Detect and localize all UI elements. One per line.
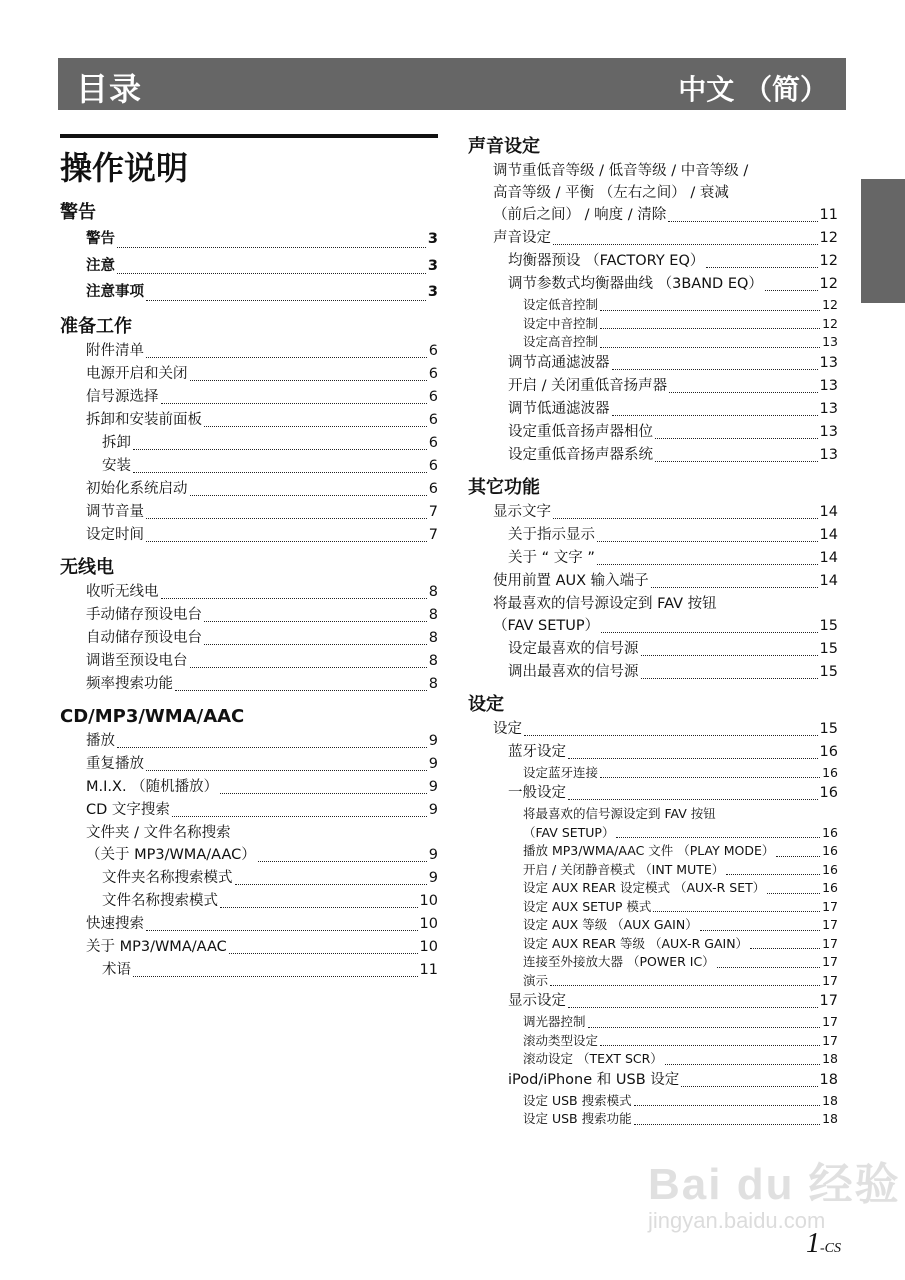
toc-entry-label: 调节参数式均衡器曲线 （3BAND EQ）	[508, 276, 763, 292]
toc-entry-label: 文件夹名称搜索模式	[102, 869, 233, 886]
dot-leader	[117, 245, 426, 248]
dot-leader	[568, 1005, 818, 1008]
toc-entry-page: 10	[419, 938, 438, 955]
toc-entry-line: 将最喜欢的信号源设定到 FAV 按钮	[523, 806, 716, 821]
toc-entry-label: 设定蓝牙连接	[523, 764, 599, 780]
toc-entry[interactable]	[60, 253, 438, 280]
toc-entry-label: 调谐至预设电台	[86, 652, 188, 669]
toc-entry-page: 12	[822, 315, 838, 331]
toc-entry[interactable]	[60, 604, 438, 627]
dot-leader	[175, 688, 427, 691]
toc-entry-page: 17	[822, 1014, 838, 1029]
toc-entry[interactable]	[60, 822, 438, 844]
toc-entry[interactable]	[468, 1050, 838, 1069]
toc-entry[interactable]	[468, 204, 838, 227]
toc-entry-page: 15	[819, 720, 838, 737]
baidu-watermark	[648, 1148, 901, 1234]
dot-leader	[706, 265, 817, 268]
toc-entry[interactable]	[468, 421, 838, 444]
dot-leader	[553, 516, 818, 519]
toc-entry-page: 9	[428, 869, 438, 886]
toc-entry[interactable]	[60, 524, 438, 547]
toc-entry-label: 调节音量	[86, 503, 144, 520]
right-column	[468, 134, 838, 1129]
dot-leader	[651, 585, 818, 588]
toc-entry-page: 16	[822, 824, 838, 840]
toc-entry-page: 15	[819, 640, 838, 657]
toc-entry-page: 18	[819, 1071, 838, 1088]
toc-entry[interactable]	[468, 879, 838, 898]
toc-entry-label: 初始化系统启动	[86, 480, 188, 497]
toc-entry-label: 重复播放	[86, 755, 144, 772]
toc-entry[interactable]	[468, 250, 838, 273]
toc-entry[interactable]	[60, 799, 438, 822]
toc-entry-label: 关于指示显示	[508, 526, 595, 543]
dot-leader	[204, 642, 427, 645]
toc-entry-label: （FAV SETUP）	[523, 824, 615, 840]
toc-entry-label: 安装	[102, 457, 131, 474]
dot-leader	[669, 390, 817, 393]
dot-leader	[700, 928, 820, 931]
toc-entry[interactable]	[468, 638, 838, 661]
dot-leader	[612, 413, 818, 416]
toc-entry-label: 注意	[86, 257, 115, 274]
dot-leader	[117, 271, 426, 274]
toc-entry-label: 均衡器预设 （FACTORY EQ）	[508, 253, 705, 269]
section-heading: 其它功能	[468, 476, 540, 498]
dot-leader	[133, 447, 427, 450]
toc-entry[interactable]	[468, 398, 838, 421]
toc-entry[interactable]	[468, 333, 838, 352]
toc-entry[interactable]	[60, 279, 438, 306]
toc-entry-label: （关于 MP3/WMA/AAC）	[86, 846, 256, 863]
toc-entry[interactable]	[468, 352, 838, 375]
dot-leader	[597, 562, 818, 565]
dot-leader	[550, 983, 820, 986]
toc-entry-page: 14	[819, 549, 838, 566]
dot-leader	[655, 459, 818, 462]
toc-entry[interactable]	[468, 570, 838, 593]
dot-leader	[612, 367, 818, 370]
toc-entry-page: 8	[428, 606, 438, 623]
section-heading: 设定	[468, 693, 504, 715]
dot-leader	[133, 470, 427, 473]
toc-entry[interactable]	[60, 627, 438, 650]
section-heading: CD/MP3/WMA/AAC	[60, 705, 245, 727]
toc-entry-page: 9	[428, 755, 438, 772]
toc-entry-label: 蓝牙设定	[508, 743, 566, 760]
toc-entry[interactable]	[468, 972, 838, 991]
toc-entry-label: 电源开启和关闭	[86, 365, 188, 382]
dot-leader	[190, 665, 427, 668]
toc-entry-continuation[interactable]	[60, 844, 438, 867]
toc-entry[interactable]	[468, 861, 838, 880]
toc-entry-label: 注意事项	[86, 284, 144, 300]
dot-leader	[161, 596, 427, 599]
toc-entry-page: 9	[428, 846, 438, 863]
toc-entry[interactable]	[60, 959, 438, 982]
toc-entry-label: 警告	[86, 231, 115, 247]
toc-entry-line: 高音等级 / 平衡 （左右之间） / 衰减	[493, 185, 729, 201]
toc-entry-page: 14	[819, 503, 838, 520]
toc-entry-label: CD 文字搜索	[86, 801, 170, 818]
toc-entry[interactable]	[468, 615, 838, 638]
dot-leader	[765, 288, 818, 291]
toc-entry-label: 自动储存预设电台	[86, 629, 202, 646]
toc-entry-label: 设定	[493, 720, 522, 737]
toc-entry-page: 14	[819, 526, 838, 543]
dot-leader	[665, 1062, 820, 1065]
toc-entry[interactable]	[468, 916, 838, 935]
toc-entry-label: 设定 AUX REAR 等级 （AUX-R GAIN）	[523, 935, 749, 951]
dot-leader	[235, 882, 427, 885]
toc-entry[interactable]	[468, 953, 838, 972]
toc-entry-label: 手动储存预设电台	[86, 606, 202, 623]
dot-leader	[750, 946, 820, 949]
toc-entry-label: 调出最喜欢的信号源	[508, 663, 639, 680]
page-number-suffix: -CS	[820, 1241, 841, 1256]
section-heading: 警告	[60, 202, 96, 223]
toc-entry-label: 拆卸	[102, 434, 131, 451]
toc-entry-label: 调节高通滤波器	[508, 354, 610, 371]
toc-entry-page: 17	[822, 917, 838, 932]
dot-leader	[524, 733, 818, 736]
toc-entry-page: 10	[419, 915, 438, 932]
dot-leader	[655, 436, 818, 439]
watermark-brand: Bai du 经验	[648, 1160, 901, 1209]
toc-entry-page: 14	[819, 572, 838, 589]
toc-entry-page: 6	[428, 411, 438, 428]
toc-entry[interactable]	[468, 1032, 838, 1051]
toc-entry-page: 17	[822, 898, 838, 914]
toc-entry-page: 8	[428, 675, 438, 692]
toc-entry-label: 显示文字	[493, 503, 551, 520]
toc-entry-label: 使用前置 AUX 输入端子	[493, 572, 649, 589]
toc-entry-page: 6	[428, 457, 438, 474]
toc-entry[interactable]	[60, 455, 438, 478]
toc-entry-page: 8	[428, 652, 438, 669]
toc-entry-label: M.I.X. （随机播放）	[86, 778, 219, 795]
toc-entry-page: 13	[819, 400, 838, 417]
toc-entry[interactable]	[468, 1069, 838, 1092]
toc-entry-label: 附件清单	[86, 342, 144, 359]
dot-leader	[600, 775, 820, 778]
toc-entry[interactable]	[60, 363, 438, 386]
section-heading: 准备工作	[60, 315, 132, 337]
dot-leader	[146, 539, 427, 542]
toc-entry-page: 3	[427, 257, 438, 274]
dot-leader	[190, 378, 427, 381]
toc-header-bar	[58, 58, 846, 110]
toc-entry-page: 16	[819, 785, 838, 801]
toc-entry-page: 6	[428, 388, 438, 405]
toc-entry-label: iPod/iPhone 和 USB 设定	[508, 1071, 680, 1088]
toc-entry-page: 17	[819, 993, 838, 1009]
toc-entry[interactable]	[60, 501, 438, 524]
toc-entry-page: 11	[419, 961, 438, 978]
toc-entry-label: 文件名称搜索模式	[102, 892, 218, 909]
toc-entry-label: 设定最喜欢的信号源	[508, 640, 639, 657]
toc-entry-label: 设定低音控制	[523, 297, 599, 312]
dot-leader	[668, 219, 817, 222]
toc-entry[interactable]	[60, 226, 438, 253]
toc-entry-page: 16	[822, 843, 838, 858]
page-number	[806, 1228, 841, 1260]
main-title: 操作说明	[60, 149, 189, 187]
toc-entry-page: 8	[428, 583, 438, 600]
toc-entry[interactable]	[468, 1110, 838, 1129]
toc-entry-page: 13	[819, 446, 838, 463]
dot-leader	[133, 974, 418, 977]
toc-entry-label: （FAV SETUP）	[493, 617, 600, 634]
toc-entry-label: 设定时间	[86, 526, 144, 543]
toc-entry-label: 设定重低音扬声器相位	[508, 423, 653, 440]
toc-entry-page: 3	[427, 231, 438, 247]
toc-entry-page: 16	[822, 764, 838, 780]
toc-entry-page: 17	[822, 1032, 838, 1048]
toc-entry-page: 10	[419, 892, 438, 909]
toc-entry-page: 17	[822, 972, 838, 988]
toc-entry[interactable]	[60, 673, 438, 696]
toc-entry[interactable]	[468, 227, 838, 250]
toc-entry-page: 12	[819, 253, 838, 269]
toc-entry-page: 18	[822, 1092, 838, 1108]
toc-entry[interactable]	[60, 386, 438, 409]
toc-entry-page: 6	[428, 342, 438, 359]
dot-leader	[568, 797, 818, 800]
toc-entry-page: 16	[819, 743, 838, 760]
dot-leader	[146, 928, 418, 931]
toc-entry-label: 开启 / 关闭静音模式 （INT MUTE）	[523, 861, 725, 877]
dot-leader	[588, 1025, 821, 1028]
toc-entry-label: 设定 AUX SETUP 模式	[523, 898, 652, 914]
toc-entry[interactable]	[468, 898, 838, 917]
toc-entry[interactable]	[60, 753, 438, 776]
toc-entry-label: 设定 USB 搜索功能	[523, 1111, 632, 1126]
toc-entry-page: 6	[428, 434, 438, 451]
dot-leader	[616, 835, 820, 838]
toc-entry-page: 12	[822, 297, 838, 312]
toc-entry-label: 滚动设定 （TEXT SCR）	[523, 1051, 663, 1066]
dot-leader	[190, 493, 427, 496]
dot-leader	[146, 298, 426, 301]
toc-entry[interactable]	[468, 444, 838, 467]
dot-leader	[600, 308, 820, 311]
dot-leader	[726, 872, 820, 875]
dot-leader	[204, 619, 427, 622]
toc-entry-page: 6	[428, 365, 438, 382]
toc-entry-label: 播放 MP3/WMA/AAC 文件 （PLAY MODE）	[523, 843, 775, 858]
toc-entry[interactable]	[468, 375, 838, 398]
dot-leader	[600, 326, 820, 329]
right-toc-list	[468, 134, 838, 1129]
dot-leader	[220, 791, 427, 794]
left-column	[60, 134, 438, 982]
toc-entry-page: 9	[428, 801, 438, 818]
dot-leader	[653, 909, 820, 912]
toc-entry-label: 拆卸和安装前面板	[86, 411, 202, 428]
toc-entry-label: 设定中音控制	[523, 315, 599, 331]
toc-entry[interactable]	[468, 661, 838, 684]
toc-entry-page: 3	[427, 284, 438, 300]
dot-leader	[634, 1103, 820, 1106]
dot-leader	[220, 905, 418, 908]
toc-entry[interactable]	[60, 581, 438, 604]
toc-entry[interactable]	[468, 524, 838, 547]
toc-entry-page: 13	[819, 423, 838, 440]
toc-entry[interactable]	[468, 547, 838, 570]
toc-entry-line: 调节重低音等级 / 低音等级 / 中音等级 /	[493, 163, 749, 179]
dot-leader	[597, 539, 818, 542]
toc-entry-label: 快速搜索	[86, 915, 144, 932]
toc-entry[interactable]	[60, 867, 438, 890]
section-heading: 声音设定	[468, 136, 540, 157]
toc-entry-page: 16	[822, 880, 838, 895]
toc-entry-page: 13	[819, 354, 838, 371]
toc-entry[interactable]	[468, 990, 838, 1013]
toc-entry[interactable]	[468, 718, 838, 741]
toc-entry[interactable]	[468, 842, 838, 861]
toc-entry[interactable]	[468, 935, 838, 954]
toc-entry[interactable]	[60, 890, 438, 913]
dot-leader	[717, 965, 820, 968]
toc-entry[interactable]	[60, 478, 438, 501]
toc-entry-page: 15	[819, 617, 838, 634]
toc-entry-label: （前后之间） / 响度 / 清除	[493, 207, 667, 223]
toc-entry-page: 9	[428, 778, 438, 795]
toc-entry-label: 播放	[86, 732, 115, 749]
toc-entry-page: 17	[822, 954, 838, 969]
title-rule	[60, 134, 438, 138]
dot-leader	[776, 854, 820, 857]
toc-entry-page: 18	[822, 1051, 838, 1066]
toc-entry-page: 15	[819, 663, 838, 680]
toc-entry[interactable]	[468, 1092, 838, 1111]
toc-entry[interactable]	[468, 824, 838, 843]
dot-leader	[641, 676, 818, 679]
dot-leader	[204, 424, 427, 427]
toc-entry-label: 信号源选择	[86, 388, 159, 405]
toc-entry-label: 调光器控制	[523, 1014, 586, 1029]
toc-entry-page: 13	[822, 334, 838, 349]
language-label: 中文 （简）	[678, 73, 828, 106]
toc-entry-label: 频率搜索功能	[86, 675, 173, 692]
toc-entry-label: 连接至外接放大器 （POWER IC）	[523, 954, 715, 969]
toc-entry-label: 术语	[102, 961, 131, 978]
toc-entry-label: 收听无线电	[86, 583, 159, 600]
toc-entry[interactable]	[468, 764, 838, 783]
toc-entry-page: 18	[822, 1111, 838, 1126]
toc-entry-page: 17	[822, 935, 838, 951]
dot-leader	[172, 814, 427, 817]
toc-entry-label: 开启 / 关闭重低音扬声器	[508, 377, 668, 394]
side-thumb-tab	[861, 179, 905, 303]
toc-entry-line: 将最喜欢的信号源设定到 FAV 按钮	[493, 595, 717, 612]
dot-leader	[161, 401, 427, 404]
toc-entry-label: 关于 MP3/WMA/AAC	[86, 938, 227, 955]
toc-entry-label: 设定重低音扬声器系统	[508, 446, 653, 463]
dot-leader	[568, 756, 818, 759]
dot-leader	[634, 1122, 820, 1125]
toc-entry-label: 设定高音控制	[523, 334, 599, 349]
dot-leader	[258, 859, 427, 862]
toc-entry-page: 13	[819, 377, 838, 394]
toc-title: 目录	[76, 70, 143, 108]
toc-entry[interactable]	[468, 741, 838, 764]
toc-entry-page: 7	[428, 503, 438, 520]
toc-entry[interactable]	[60, 913, 438, 936]
toc-entry[interactable]	[60, 936, 438, 959]
left-toc-list	[60, 200, 438, 982]
toc-entry[interactable]	[60, 432, 438, 455]
toc-entry-page: 6	[428, 480, 438, 497]
toc-entry-label: 滚动类型设定	[523, 1032, 599, 1048]
toc-entry[interactable]	[60, 730, 438, 753]
toc-entry-label: 调节低通滤波器	[508, 400, 610, 417]
toc-entry-page: 12	[819, 230, 838, 246]
page-number-value: 1	[806, 1228, 820, 1259]
toc-entry-label: 设定 AUX 等级 （AUX GAIN）	[523, 917, 698, 932]
toc-entry-page: 16	[822, 861, 838, 877]
toc-entry-page: 7	[428, 526, 438, 543]
toc-entry-page: 12	[819, 276, 838, 292]
section-heading: 无线电	[60, 556, 114, 578]
dot-leader	[600, 345, 820, 348]
dot-leader	[117, 745, 427, 748]
toc-entry[interactable]	[468, 273, 838, 296]
toc-entry-label: 文件夹 / 文件名称搜索	[86, 824, 231, 841]
toc-entry-label: 设定 AUX REAR 设定模式 （AUX-R SET）	[523, 880, 766, 895]
toc-entry-page: 9	[428, 732, 438, 749]
toc-entry[interactable]	[468, 296, 838, 315]
toc-entry-label: 声音设定	[493, 230, 551, 246]
toc-entry[interactable]	[468, 782, 838, 805]
toc-entry-label: 一般设定	[508, 785, 566, 801]
toc-entry[interactable]	[60, 650, 438, 673]
dot-leader	[767, 891, 820, 894]
toc-entry-page: 8	[428, 629, 438, 646]
toc-entry[interactable]	[468, 315, 838, 334]
toc-entry-page: 11	[819, 207, 838, 223]
dot-leader	[229, 951, 418, 954]
toc-entry-label: 设定 USB 搜索模式	[523, 1092, 632, 1108]
toc-entry[interactable]	[468, 1013, 838, 1032]
watermark-url: jingyan.baidu.com	[648, 1208, 826, 1233]
dot-leader	[600, 1043, 820, 1046]
dot-leader	[641, 653, 818, 656]
dot-leader	[681, 1084, 817, 1087]
toc-entry-label: 演示	[523, 972, 549, 988]
toc-entry-label: 显示设定	[508, 993, 566, 1009]
dot-leader	[601, 630, 817, 633]
dot-leader	[146, 768, 427, 771]
dot-leader	[146, 355, 427, 358]
toc-entry[interactable]	[468, 501, 838, 524]
toc-entry-label: 关于 “ 文字 ”	[508, 549, 595, 566]
toc-entry[interactable]	[60, 409, 438, 432]
toc-entry[interactable]	[60, 776, 438, 799]
toc-entry[interactable]	[60, 340, 438, 363]
dot-leader	[553, 242, 818, 245]
dot-leader	[146, 516, 427, 519]
